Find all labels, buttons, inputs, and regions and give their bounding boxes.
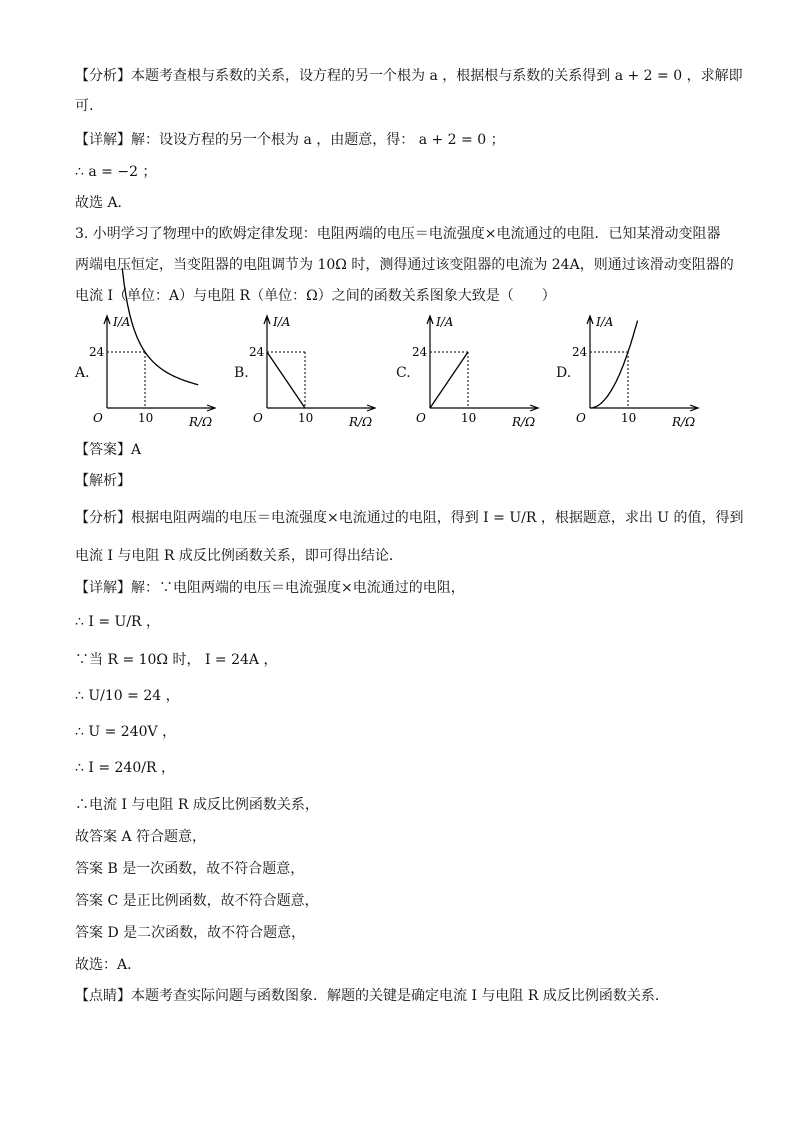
choice-line: 故选 A． — [75, 195, 132, 211]
graph-svg — [89, 312, 235, 432]
function-curve — [267, 352, 305, 408]
graph-option-d — [572, 312, 718, 432]
step-10: 答案 D 是二次函数，故不符合题意， — [75, 925, 306, 941]
question-line-3: 电流 I（单位：A）与电阻 R（单位：Ω）之间的函数关系图象大致是（ ） — [75, 288, 556, 304]
y-axis-label: I/A — [436, 315, 454, 329]
y-axis-label: I/A — [113, 315, 131, 329]
x-tick-10: 10 — [138, 411, 154, 425]
y-axis-label: I/A — [273, 315, 291, 329]
step-7: 故答案 A 符合题意， — [75, 829, 207, 845]
graph-option-b — [249, 312, 395, 432]
y-tick-24: 24 — [249, 345, 265, 359]
step-2: ∵当 R = 10Ω 时， I = 24A ， — [75, 652, 278, 668]
explanation-detail-1: 【详解】解：∵电阻两端的电压＝电流强度×电流通过的电阻， — [75, 580, 465, 596]
key-point: 【点睛】本题考查实际问题与函数图象．解题的关键是确定电流 I 与电阻 R 成反比例函数关系． — [75, 988, 669, 1004]
origin-label: O — [416, 411, 426, 425]
step-3: ∴ U/10 = 24 ， — [75, 688, 180, 704]
explanation-analysis-2: 电流 I 与电阻 R 成反比例函数关系，即可得出结论． — [75, 548, 403, 564]
question-line-2: 两端电压恒定，当变阻器的电阻调节为 10Ω 时，测得通过该变阻器的电流为 24A，则通过该滑动变阻器的 — [75, 257, 734, 273]
function-curve — [590, 321, 638, 409]
x-axis-label: R/Ω — [189, 415, 213, 429]
x-tick-10: 10 — [298, 411, 314, 425]
explanation-heading: 【解析】 — [75, 473, 131, 489]
detail-line-2: ∴ a = −2 ； — [75, 164, 157, 180]
x-tick-10: 10 — [621, 411, 637, 425]
x-axis-label: R/Ω — [672, 415, 696, 429]
step-5: ∴ I = 240/R ， — [75, 760, 175, 776]
option-d-label: D. — [556, 365, 572, 381]
answer-line: 【答案】A — [75, 442, 142, 458]
final-choice: 故选：A． — [75, 957, 142, 973]
question-line-1: 3. 小明学习了物理中的欧姆定律发现：电阻两端的电压＝电流强度×电流通过的电阻．已知某滑动变阻器 — [75, 226, 721, 242]
step-6: ∴电流 I 与电阻 R 成反比例函数关系， — [75, 797, 319, 813]
option-b-label: B. — [234, 365, 249, 381]
graph-option-a — [89, 312, 235, 432]
analysis-line-1: 【分析】本题考查根与系数的关系，设方程的另一个根为 a ，根据根与系数的关系得到 a + 2 = 0 ，求解即 — [75, 68, 743, 84]
option-a-label: A. — [75, 365, 90, 381]
x-tick-10: 10 — [461, 411, 477, 425]
analysis-line-2: 可. — [75, 98, 94, 114]
step-8: 答案 B 是一次函数，故不符合题意， — [75, 861, 305, 877]
step-4: ∴ U = 240V ， — [75, 724, 177, 740]
x-axis-label: R/Ω — [349, 415, 373, 429]
step-1: ∴ I = U/R ， — [75, 614, 161, 630]
y-tick-24: 24 — [89, 345, 105, 359]
graph-svg — [249, 312, 395, 432]
y-tick-24: 24 — [572, 345, 588, 359]
function-curve — [430, 352, 468, 408]
x-axis-label: R/Ω — [512, 415, 536, 429]
explanation-analysis-1: 【分析】根据电阻两端的电压＝电流强度×电流通过的电阻，得到 I = U/R ，根据题意，求出 U 的值，得到 — [75, 510, 744, 526]
origin-label: O — [93, 411, 103, 425]
origin-label: O — [576, 411, 586, 425]
origin-label: O — [253, 411, 263, 425]
detail-line-1: 【详解】解：设设方程的另一个根为 a ，由题意，得： a + 2 = 0 ； — [75, 132, 505, 148]
graph-svg — [572, 312, 718, 432]
graph-svg — [412, 312, 558, 432]
y-tick-24: 24 — [412, 345, 428, 359]
option-c-label: C. — [396, 365, 411, 381]
y-axis-label: I/A — [596, 315, 614, 329]
step-9: 答案 C 是正比例函数，故不符合题意， — [75, 893, 319, 909]
graph-option-c — [412, 312, 558, 432]
